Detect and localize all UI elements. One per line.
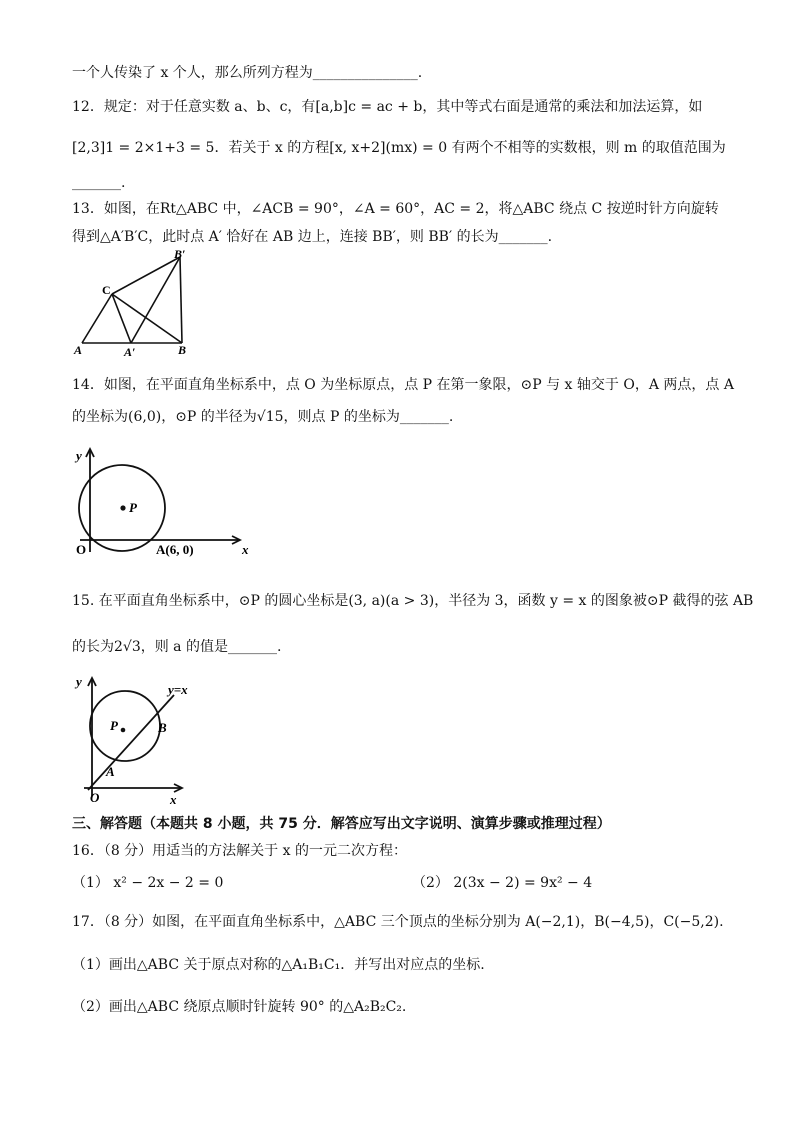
q17-intro: 17．（8 分）如图，在平面直角坐标系中，△ABC 三个顶点的坐标分别为 A(−2,1)，B(−4,5)，C(−5,2). bbox=[72, 914, 724, 930]
q16-intro: 16．（8 分）用适当的方法解关于 x 的一元二次方程： bbox=[72, 843, 407, 859]
q15-label-o: O bbox=[90, 790, 100, 805]
q15-label-line: y=x bbox=[168, 682, 188, 697]
q12-line3: _______. bbox=[72, 175, 126, 191]
q13-label-a: A bbox=[74, 343, 83, 357]
q12-line1: 12．规定：对于任意实数 a、b、c，有[a,b]c = ac + b，其中等式右面是通常的乘法和加法运算，如 bbox=[72, 99, 703, 115]
q11-tail: 一个人传染了 x 个人，那么所列方程为_______________. bbox=[72, 65, 423, 81]
q13-label-aprime: A′ bbox=[124, 345, 136, 358]
q14-label-x: x bbox=[242, 542, 249, 557]
q14-circle-figure bbox=[70, 440, 260, 565]
q14-label-a: A(6, 0) bbox=[156, 542, 194, 557]
q15-label-x: x bbox=[170, 792, 177, 807]
q17-part2: （2）画出△ABC 绕原点顺时针旋转 90° 的△A₂B₂C₂. bbox=[72, 999, 407, 1015]
q13-triangle-figure bbox=[70, 248, 200, 358]
q14-label-o: O bbox=[76, 542, 87, 557]
q16-part2: （2） 2(3x − 2) = 9x² − 4 bbox=[412, 875, 593, 891]
q15-center-point bbox=[121, 728, 126, 733]
section3-heading: 三、解答题（本题共 8 小题，共 75 分．解答应写出文字说明、演算步骤或推理过程） bbox=[72, 816, 611, 832]
q14-label-p: P bbox=[129, 500, 137, 515]
q15-line2: 的长为2√3，则 a 的值是_______. bbox=[72, 639, 282, 655]
q13-label-c: C bbox=[102, 283, 111, 297]
q14-label-y: y bbox=[76, 448, 82, 463]
q17-part1: （1）画出△ABC 关于原点对称的△A₁B₁C₁．并写出对应点的坐标. bbox=[72, 957, 485, 973]
q14-line1: 14．如图，在平面直角坐标系中，点 O 为坐标原点，点 P 在第一象限，⊙P 与 x 轴交于 O，A 两点，点 A bbox=[72, 377, 734, 393]
q15-label-a: A bbox=[106, 764, 115, 779]
q13-label-b: B bbox=[178, 343, 187, 357]
q12-line2: [2,3]1 = 2×1+3 = 5．若关于 x 的方程[x, x+2](mx) = 0 有两个不相等的实数根，则 m 的取值范围为 bbox=[72, 140, 726, 156]
q13-label-bprime: B′ bbox=[174, 248, 186, 261]
q13-line1: 13．如图，在Rt△ABC 中，∠ACB = 90°，∠A = 60°，AC = 2，将△ABC 绕点 C 按逆时针方向旋转 bbox=[72, 201, 719, 217]
q15-label-y: y bbox=[76, 674, 82, 689]
q13-line2: 得到△A′B′C，此时点 A′ 恰好在 AB 边上，连接 BB′，则 BB′ 的长为_______. bbox=[72, 229, 553, 245]
q14-line2: 的坐标为(6,0)，⊙P 的半径为√15，则点 P 的坐标为_______. bbox=[72, 409, 454, 425]
q16-part1: （1） x² − 2x − 2 = 0 bbox=[72, 875, 224, 891]
q15-line1: 15. 在平面直角坐标系中，⊙P 的圆心坐标是(3, a)(a > 3)，半径为 3，函数 y = x 的图象被⊙P 截得的弦 AB bbox=[72, 593, 754, 609]
q15-circle-figure bbox=[70, 668, 210, 808]
q15-label-p: P bbox=[110, 718, 118, 733]
q14-center-point bbox=[120, 505, 125, 510]
q15-label-b: B bbox=[158, 720, 167, 735]
